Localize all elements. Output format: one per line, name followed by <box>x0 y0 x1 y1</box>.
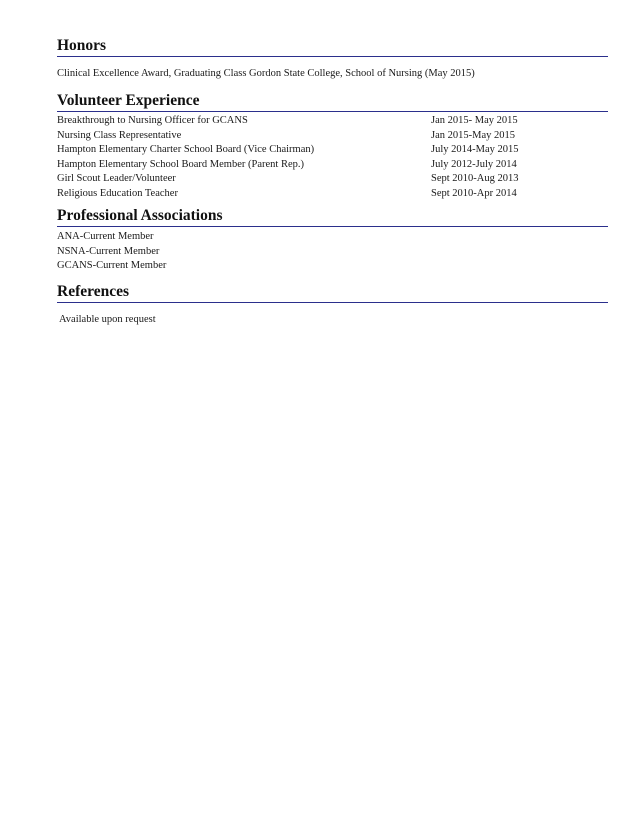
honors-text: Clinical Excellence Award, Graduating Class Gordon State College, School of Nursing (May 2015) <box>57 68 475 79</box>
volunteer-row <box>57 114 608 129</box>
volunteer-dates: Jan 2015-May 2015 <box>431 129 515 141</box>
volunteer-heading: Volunteer Experience <box>57 92 608 112</box>
volunteer-row <box>57 129 608 144</box>
volunteer-section <box>57 92 608 202</box>
volunteer-role: Girl Scout Leader/Volunteer <box>57 173 176 185</box>
volunteer-dates: July 2012-July 2014 <box>431 158 517 170</box>
associations-section <box>57 207 608 274</box>
associations-list <box>57 230 608 274</box>
volunteer-row <box>57 187 608 202</box>
honors-section <box>57 37 608 82</box>
volunteer-role: Hampton Elementary School Board Member (Parent Rep.) <box>57 158 304 170</box>
volunteer-dates: July 2014-May 2015 <box>431 144 519 156</box>
references-heading: References <box>57 283 608 303</box>
honors-heading: Honors <box>57 37 608 57</box>
volunteer-row <box>57 172 608 187</box>
volunteer-dates: Jan 2015- May 2015 <box>431 115 518 126</box>
volunteer-dates: Sept 2010-Aug 2013 <box>431 173 519 185</box>
volunteer-role: Religious Education Teacher <box>57 187 178 199</box>
volunteer-role: Nursing Class Representative <box>57 129 182 141</box>
volunteer-row <box>57 158 608 173</box>
volunteer-role: Hampton Elementary Charter School Board (Vice Chairman) <box>57 144 315 156</box>
volunteer-row <box>57 143 608 158</box>
list-item: GCANS-Current Member <box>57 260 167 272</box>
associations-heading: Professional Associations <box>57 207 608 227</box>
references-text: Available upon request <box>59 314 156 325</box>
volunteer-dates: Sept 2010-Apr 2014 <box>431 187 517 199</box>
volunteer-role: Breakthrough to Nursing Officer for GCANS <box>57 115 248 126</box>
volunteer-list <box>57 114 608 202</box>
list-item: NSNA-Current Member <box>57 245 160 257</box>
list-item: ANA-Current Member <box>57 231 154 242</box>
references-section <box>57 283 608 328</box>
